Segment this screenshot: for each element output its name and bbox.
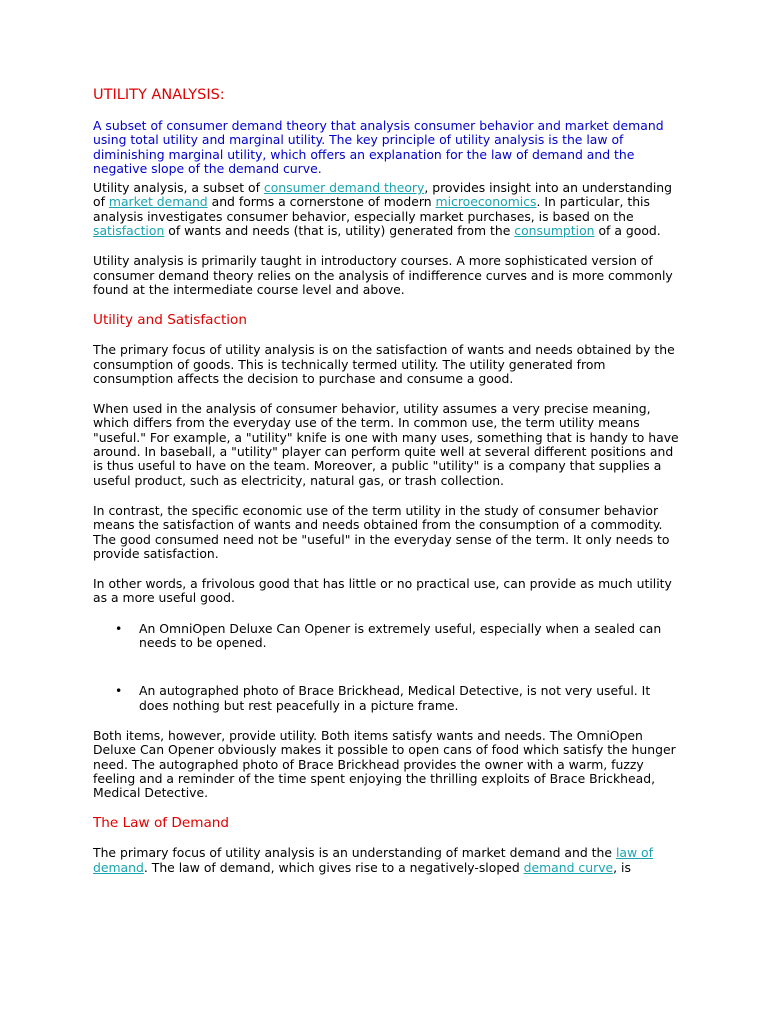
satisfaction-link[interactable]: satisfaction (93, 223, 165, 239)
law-of-demand-heading: The Law of Demand (93, 815, 230, 832)
both-items-paragraph: Both items, however, provide utility. Both items satisfy wants and needs. The OmniOpen Deluxe Can Opener obviously makes it possible to open cans of food which satisfy the hunger need. The autographed photo of Brace Brickhead provides the owner with a warm, fuzzy feeling and a reminder of the time spent enjoying the thrilling exploits of Brace Brickhead, Medical Detective. (93, 727, 676, 801)
utility-satisfaction-heading: Utility and Satisfaction (93, 312, 247, 329)
document-page (93, 86, 683, 875)
list-item-text: An autographed photo of Brace Brickhead, Medical Detective, is not very useful. It does nothing but rest peacefully in a picture frame. (139, 683, 651, 713)
law-text-3: , is (613, 859, 631, 875)
bullet-icon: • (115, 683, 123, 699)
intro-text-6: of a good. (594, 223, 661, 239)
intro-text-2: , provides insight into an understanding of (93, 180, 672, 210)
consumption-link[interactable]: consumption (514, 223, 595, 239)
law-of-demand-link[interactable]: law of demand (93, 845, 653, 875)
law-text-1: The primary focus of utility analysis is an understanding of market demand and the (93, 845, 616, 861)
contrast-paragraph: In contrast, the specific economic use of the term utility in the study of consumer behavior means the satisfaction of wants and needs obtained from the consumption of a commodity. The good consumed need not be "useful" in the everyday sense of the term. It only needs to provide satisfaction. (93, 502, 670, 561)
intro-text-3: and forms a cornerstone of modern (207, 194, 436, 210)
meaning-paragraph: When used in the analysis of consumer behavior, utility assumes a very precise meaning, which differs from the everyday use of the term. In common use, the term utility means "useful." For example, a "utility" knife is one with many uses, something that is handy to have around. In baseball, a "utility" player can perform quite well at several different positions and is thus useful to have on the team. Moreover, a public "utility" is a company that supplies a useful product, such as electricity, natural gas, or trash collection. (93, 401, 679, 488)
intro-paragraph (93, 181, 683, 238)
list-item-text: An OmniOpen Deluxe Can Opener is extremely useful, especially when a sealed can needs to be opened. (139, 620, 662, 651)
bullet-icon: • (115, 620, 123, 636)
intro-text-5: of wants and needs (that is, utility) generated from the (164, 223, 515, 239)
list-item (93, 684, 683, 713)
intro-text-4: . In particular, this analysis investigates consumer behavior, especially market purchases, is based on the (93, 194, 650, 224)
microeconomics-link[interactable]: microeconomics (435, 194, 537, 210)
focus-paragraph: The primary focus of utility analysis is on the satisfaction of wants and needs obtained by the consumption of goods. This is technically termed utility. The utility generated from consumption affects the decision to purchase and consume a good. (93, 342, 675, 386)
frivolous-paragraph: In other words, a frivolous good that has little or no practical use, can provide as much utility as a more useful good. (93, 576, 672, 606)
intro-text-1: Utility analysis, a subset of (93, 180, 264, 196)
summary-paragraph: A subset of consumer demand theory that analysis consumer behavior and market demand using total utility and marginal utility. The key principle of utility analysis is the law of diminishing marginal utility, which offers an explanation for the law of demand and the negative slope of the demand curve. (93, 118, 664, 176)
law-text-2: . The law of demand, which gives rise to a negatively-sloped (143, 859, 524, 875)
example-list (93, 622, 683, 713)
page-title: UTILITY ANALYSIS: (93, 87, 225, 103)
list-item (93, 622, 683, 651)
market-demand-link[interactable]: market demand (108, 194, 208, 210)
courses-paragraph: Utility analysis is primarily taught in introductory courses. A more sophisticated version of consumer demand theory relies on the analysis of indifference curves and is more commonly found at the intermediate course level and above. (93, 253, 673, 297)
consumer-demand-theory-link[interactable]: consumer demand theory (263, 180, 425, 196)
law-paragraph (93, 846, 683, 875)
demand-curve-link[interactable]: demand curve (523, 859, 614, 875)
